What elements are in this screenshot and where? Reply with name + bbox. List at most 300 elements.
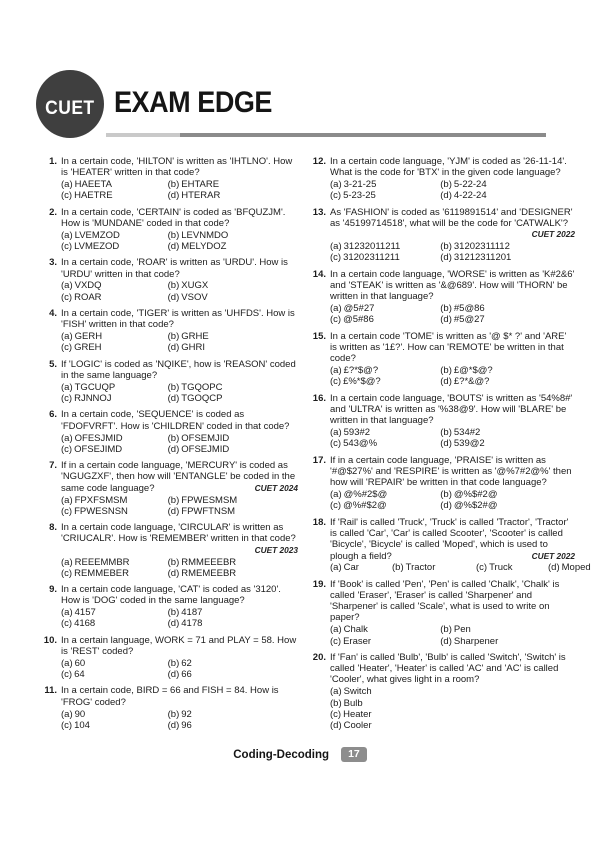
- question-body: [61, 207, 298, 253]
- question-text: In a certain code, 'SEQUENCE' is coded as 'FDOFVRFT'. How is 'CHILDREN' coded in that code?: [61, 409, 290, 432]
- option-b: [168, 607, 298, 618]
- option-c: [330, 438, 440, 449]
- question-body: [61, 257, 298, 303]
- option-d: [440, 252, 575, 263]
- option-a: [330, 686, 575, 697]
- option-value: FPWESNSN: [74, 505, 128, 517]
- question: [38, 257, 298, 303]
- question-text: In a certain code language, 'BOUTS' is written as '54%8#' and 'ULTRA' is written as '%38@9'. How will 'BLARE' be written in that language?: [330, 392, 573, 427]
- question-number: 15.: [312, 330, 326, 342]
- option-value: REMMEBER: [74, 567, 129, 579]
- chapter-title: Coding-Decoding: [233, 748, 330, 761]
- option-a: [61, 433, 168, 444]
- option-a: [61, 382, 168, 393]
- option-key: (a): [61, 179, 73, 191]
- option-key: (c): [330, 314, 342, 326]
- option-value: 539@2: [453, 438, 485, 450]
- option-value: TGCUQP: [74, 381, 116, 393]
- option-value: 4187: [181, 607, 203, 619]
- option-key: (d): [167, 567, 180, 579]
- question-body: [330, 156, 575, 202]
- option-c: [61, 444, 168, 455]
- option-key: (d): [440, 314, 452, 326]
- options-group: [61, 179, 298, 202]
- question-text: In a certain code 'TOME' is written as '@ $* ?' and 'ARE' is written as '1£?'. How can 'REMOTE' be written in that code?: [330, 330, 567, 365]
- option-value: Tractor: [405, 562, 436, 574]
- option-b: [168, 382, 298, 393]
- question-number: 13.: [312, 206, 326, 218]
- option-key: (c): [61, 567, 73, 579]
- question: [38, 156, 298, 202]
- option-value: Moped: [561, 562, 591, 574]
- option-a: [61, 331, 168, 342]
- option-value: HAETRE: [74, 190, 113, 202]
- question-text: In a certain code language, 'WORSE' is written as 'K#2&6' and 'STEAK' is written as '&@689'. How will 'THORN' be written in that language?: [330, 268, 575, 303]
- option-value: Chalk: [343, 624, 368, 636]
- question-text: As 'FASHION' is coded as '6119891514' and 'DESIGNER' as '45199714518', what will be the code for 'CATWALK'?: [330, 206, 573, 229]
- option-value: FPWESMSM: [181, 494, 238, 506]
- option-a: [330, 179, 440, 190]
- option-value: £?*&@?: [453, 376, 490, 388]
- option-value: Eraser: [343, 635, 372, 647]
- option-value: FPWFTNSM: [181, 505, 236, 517]
- options-group: [61, 280, 298, 303]
- option-a: [61, 709, 168, 720]
- option-key: (c): [330, 635, 342, 647]
- option-a: [61, 607, 168, 618]
- question-text-block: [61, 308, 298, 331]
- option-value: 31212311201: [453, 252, 512, 264]
- question-number: 19.: [312, 578, 326, 590]
- option-key: (b): [167, 607, 180, 619]
- option-key: (a): [330, 241, 342, 253]
- option-b: [168, 179, 298, 190]
- option-b: [168, 433, 298, 444]
- option-key: (a): [61, 494, 73, 506]
- question: [307, 269, 575, 326]
- option-value: 31202311112: [453, 241, 510, 253]
- option-value: LVEMZOD: [74, 229, 120, 241]
- cuet-year-tag: CUET 2023: [254, 544, 298, 555]
- option-c: [61, 506, 168, 517]
- question-number: 3.: [49, 257, 57, 269]
- option-a: [330, 489, 440, 500]
- option-key: (a): [330, 427, 342, 439]
- option-a: [330, 624, 440, 635]
- question-text: In a certain language, WORK = 71 and PLAY = 58. How is 'REST' coded?: [61, 634, 297, 658]
- option-key: (d): [167, 669, 180, 681]
- option-d: [168, 292, 298, 303]
- option-value: Truck: [489, 562, 513, 574]
- question-number: 11.: [44, 685, 57, 697]
- option-d: [168, 506, 298, 517]
- option-value: 593#2: [343, 427, 371, 439]
- option-value: £@*$@?: [453, 365, 493, 377]
- cuet-year-tag: CUET 2022: [531, 550, 575, 561]
- option-b: [168, 280, 298, 291]
- option-key: (b): [167, 432, 180, 444]
- option-key: (d): [548, 562, 560, 574]
- question-number: 4.: [49, 308, 57, 320]
- options-group: [61, 382, 298, 405]
- option-value: GERH: [74, 331, 103, 343]
- option-d: [440, 376, 575, 387]
- option-value: HAEETA: [74, 179, 112, 191]
- question-text: If in a certain code language, 'PRAISE' is written as '#@$27%' and 'RESPIRE' is written as '@%7#2@%' then how will 'REPAIR' be written in that code language?: [330, 454, 572, 489]
- option-b: [440, 624, 575, 635]
- question-text-block: [61, 584, 298, 607]
- question-text-block: [61, 207, 298, 230]
- question-number: 17.: [312, 454, 326, 466]
- options-group: [61, 331, 298, 354]
- option-value: @%$#2@: [453, 489, 498, 501]
- option-value: Switch: [343, 686, 372, 698]
- question: [38, 522, 298, 579]
- question-text: If 'LOGIC' is coded as 'NQIKE', how is 'REASON' coded in the same language?: [61, 358, 296, 382]
- option-key: (b): [167, 331, 180, 343]
- question-text-block: [61, 156, 298, 179]
- option-key: (a): [61, 280, 73, 292]
- option-key: (c): [330, 438, 342, 450]
- option-key: (d): [167, 241, 180, 253]
- question-number: 9.: [49, 584, 57, 596]
- option-key: (c): [330, 190, 342, 202]
- question: [307, 393, 575, 450]
- option-b: [440, 303, 575, 314]
- question-text: In a certain code, BIRD = 66 and FISH = 84. How is 'FROG' coded?: [61, 685, 279, 708]
- question-body: [330, 331, 575, 388]
- option-key: (a): [330, 179, 342, 191]
- question-body: [61, 460, 298, 517]
- option-c: [330, 376, 440, 387]
- option-key: (c): [330, 376, 342, 388]
- option-key: (b): [167, 708, 180, 720]
- option-d: [440, 314, 575, 325]
- option-value: LEVNMDO: [181, 229, 229, 241]
- question-text-block: [61, 685, 298, 708]
- question-number: 1.: [49, 156, 57, 167]
- question-body: [61, 685, 298, 731]
- option-value: VXDQ: [74, 280, 102, 292]
- option-value: Sharpener: [453, 635, 499, 647]
- option-a: [330, 427, 440, 438]
- option-key: (b): [440, 624, 452, 636]
- option-b: [440, 241, 575, 252]
- option-value: MELYDOZ: [181, 241, 227, 253]
- options-group: [61, 607, 298, 630]
- question-text-block: [61, 522, 298, 545]
- question-text: In a certain code, 'TIGER' is written as 'UHFDS'. How is 'FISH' written in that code?: [61, 308, 295, 331]
- option-value: VSOV: [181, 291, 208, 303]
- option-d: [168, 720, 298, 731]
- cuet-logo-text: CUET: [45, 98, 95, 119]
- questions-column-left: [38, 156, 298, 736]
- option-value: 90: [74, 708, 86, 720]
- option-value: Heater: [343, 708, 372, 720]
- header-divider-dark-segment: [180, 133, 546, 137]
- page-footer: [0, 747, 600, 762]
- option-key: (b): [167, 657, 180, 669]
- option-c: [61, 292, 168, 303]
- option-key: (c): [61, 669, 73, 681]
- option-key: (a): [330, 489, 342, 501]
- option-value: Pen: [453, 624, 471, 636]
- option-key: (a): [61, 607, 73, 619]
- option-key: (a): [61, 381, 73, 393]
- question-text-block: [330, 579, 575, 624]
- option-key: (d): [167, 719, 180, 731]
- option-key: (a): [330, 303, 342, 315]
- option-d: [330, 720, 575, 731]
- option-c: [61, 190, 168, 201]
- page-title: EXAM EDGE: [114, 86, 272, 119]
- option-value: XUGX: [181, 280, 209, 292]
- option-a: [61, 557, 168, 568]
- option-c: [61, 720, 168, 731]
- option-value: 31202311211: [343, 252, 400, 264]
- option-key: (b): [440, 365, 452, 377]
- question: [38, 359, 298, 405]
- option-value: Car: [343, 562, 359, 574]
- option-key: (c): [61, 190, 73, 202]
- option-key: (c): [330, 708, 342, 720]
- option-value: 534#2: [453, 427, 481, 439]
- question-text: In a certain code language, 'CAT' is coded as '3120'. How is 'DOG' coded in the same language?: [61, 584, 281, 607]
- option-key: (b): [440, 241, 452, 253]
- option-value: OFSEMJID: [181, 432, 230, 444]
- option-value: £%*$@?: [343, 376, 381, 388]
- option-key: (a): [61, 708, 73, 720]
- option-key: (a): [330, 624, 342, 636]
- question-text-block: [330, 393, 575, 427]
- option-key: (b): [440, 303, 452, 315]
- option-a: [61, 280, 168, 291]
- option-d: [548, 562, 591, 573]
- option-key: (d): [440, 190, 452, 202]
- questions-column-right: [307, 156, 591, 736]
- question-text-block: [330, 517, 575, 562]
- option-value: 92: [181, 708, 192, 720]
- question-text-block: [330, 652, 575, 686]
- option-value: 4-22-24: [453, 190, 487, 202]
- option-value: 64: [74, 669, 85, 681]
- option-key: (d): [440, 252, 452, 264]
- option-value: RJNNOJ: [74, 393, 112, 405]
- option-c: [61, 669, 168, 680]
- option-d: [440, 500, 575, 511]
- option-key: (b): [330, 697, 342, 709]
- question-body: [61, 635, 298, 681]
- option-value: HTERAR: [181, 190, 221, 202]
- question-body: [330, 516, 591, 574]
- question-text: If in a certain code language, 'MERCURY' is coded as 'NGUGZXF', then how will 'ENTANGLE' be coded in the same code language?: [61, 460, 296, 494]
- question-number: 8.: [49, 522, 57, 534]
- option-a: [330, 241, 440, 252]
- option-d: [440, 636, 575, 647]
- option-b: [440, 179, 575, 190]
- option-d: [168, 669, 298, 680]
- option-key: (a): [61, 432, 73, 444]
- question-body: [61, 584, 298, 630]
- option-value: FPXFSMSM: [74, 494, 128, 506]
- option-c: [330, 252, 440, 263]
- option-c: [330, 636, 440, 647]
- option-value: EHTARE: [181, 179, 220, 191]
- option-b: [440, 427, 575, 438]
- cuet-logo: [36, 70, 104, 138]
- option-value: 4168: [74, 618, 96, 630]
- option-c: [61, 241, 168, 252]
- option-value: REEEMMBR: [74, 556, 130, 568]
- options-group: [61, 495, 298, 518]
- question-number: 7.: [49, 460, 57, 472]
- question-body: [330, 455, 575, 512]
- question-text: In a certain code, 'ROAR' is written as 'URDU'. How is 'URDU' written in that code?: [61, 257, 288, 280]
- options-group: [330, 365, 575, 388]
- option-key: (b): [167, 229, 180, 241]
- question-number: 2.: [49, 206, 57, 218]
- question: [38, 207, 298, 253]
- option-key: (a): [330, 562, 342, 574]
- question-text: If 'Book' is called 'Pen', 'Pen' is called 'Chalk', 'Chalk' is called 'Eraser', 'Eraser' is called 'Sharpener' and 'Sharpener' is called 'Scale', what is used to write on paper?: [330, 578, 560, 624]
- option-c: [330, 500, 440, 511]
- option-value: 96: [181, 719, 192, 731]
- option-c: [61, 393, 168, 404]
- option-value: £?*$@?: [343, 365, 379, 377]
- option-key: (b): [440, 489, 452, 501]
- option-b: [168, 709, 298, 720]
- question-text-block: [330, 331, 575, 365]
- options-group: [61, 557, 298, 580]
- option-c: [330, 314, 440, 325]
- options-group: [330, 179, 575, 202]
- cuet-year-tag: CUET 2022: [531, 229, 575, 240]
- option-d: [168, 190, 298, 201]
- option-key: (a): [61, 556, 73, 568]
- question: [307, 652, 575, 732]
- option-c: [61, 342, 168, 353]
- option-b: [168, 557, 298, 568]
- question: [307, 207, 575, 264]
- option-key: (c): [61, 241, 73, 253]
- question: [307, 516, 591, 574]
- option-value: GHRI: [181, 342, 206, 354]
- option-value: GRHE: [181, 331, 209, 343]
- option-key: (d): [167, 618, 180, 630]
- option-d: [168, 342, 298, 353]
- option-d: [168, 444, 298, 455]
- option-a: [61, 230, 168, 241]
- option-value: 104: [74, 719, 90, 731]
- option-value: 4157: [74, 607, 96, 619]
- option-value: RMEMEEBR: [181, 567, 237, 579]
- option-b: [392, 562, 476, 573]
- option-key: (c): [61, 505, 73, 517]
- option-a: [61, 495, 168, 506]
- option-key: (d): [167, 190, 180, 202]
- question-text: If 'Fan' is called 'Bulb', 'Bulb' is called 'Switch', 'Switch' is called 'Heater', 'Heater' is called 'AC' and 'AC' is called 'Cooler', what gives light in a room?: [330, 651, 566, 686]
- option-key: (b): [167, 179, 180, 191]
- question-number: 12.: [312, 156, 326, 167]
- question-number: 6.: [49, 409, 57, 421]
- option-key: (c): [61, 443, 73, 455]
- option-value: TGQOPC: [181, 381, 223, 393]
- option-c: [330, 709, 575, 720]
- option-value: @%#$2@: [343, 500, 387, 512]
- question-text-block: [330, 269, 575, 303]
- option-key: (d): [167, 443, 180, 455]
- option-value: 4178: [181, 618, 203, 630]
- option-value: Cooler: [343, 720, 372, 732]
- option-key: (d): [440, 500, 452, 512]
- question: [38, 460, 298, 517]
- option-a: [61, 179, 168, 190]
- options-group: [330, 562, 591, 574]
- options-group: [330, 489, 575, 512]
- question-text-block: [61, 635, 298, 658]
- option-key: (d): [440, 376, 452, 388]
- option-value: @%#2$@: [343, 489, 388, 501]
- option-key: (a): [330, 686, 342, 698]
- option-key: (d): [440, 438, 452, 450]
- question-text: In a certain code language, 'CIRCULAR' is written as 'CRIUCALR'. How is 'REMEMBER' written in that code?: [61, 522, 296, 545]
- question: [307, 156, 575, 202]
- question: [38, 685, 298, 731]
- option-value: RMMEEEBR: [181, 556, 237, 568]
- question-number: 5.: [49, 358, 57, 370]
- option-key: (c): [61, 719, 73, 731]
- option-key: (b): [392, 562, 404, 574]
- option-key: (d): [167, 342, 180, 354]
- question-body: [330, 652, 575, 732]
- option-d: [168, 568, 298, 579]
- option-key: (b): [167, 280, 180, 292]
- option-value: LVMEZOD: [74, 241, 120, 253]
- option-key: (c): [330, 500, 342, 512]
- option-value: 60: [74, 657, 86, 669]
- question: [307, 331, 575, 388]
- question-number: 20.: [312, 651, 326, 663]
- option-key: (c): [61, 342, 73, 354]
- question: [38, 635, 298, 681]
- question-body: [61, 522, 298, 579]
- question-text: In a certain code language, 'YJM' is coded as '26-11-14'. What is the code for 'BTX' in the given code language?: [330, 156, 567, 179]
- option-key: (c): [476, 562, 488, 574]
- option-value: 5-22-24: [453, 179, 487, 191]
- option-value: 543@%: [343, 438, 378, 450]
- question: [38, 409, 298, 455]
- question-number: 16.: [312, 392, 326, 404]
- option-key: (c): [61, 291, 73, 303]
- option-a: [330, 562, 392, 573]
- page-number-badge: 17: [341, 747, 367, 762]
- options-group: [330, 241, 575, 264]
- question-text-block: [61, 257, 298, 280]
- question-body: [330, 269, 575, 326]
- question-text-block: [61, 460, 298, 494]
- option-c: [61, 618, 168, 629]
- question-number: 18.: [312, 516, 326, 528]
- options-group: [330, 686, 575, 731]
- question-text: In a certain code, 'HILTON' is written as 'IHTLNO'. How is 'HEATER' written in that code?: [61, 156, 293, 179]
- option-key: (d): [440, 635, 452, 647]
- cuet-year-tag: CUET 2024: [254, 482, 298, 493]
- question-text-block: [61, 359, 298, 382]
- options-group: [330, 624, 575, 647]
- option-value: @%$2#@: [453, 500, 498, 512]
- option-key: (a): [330, 365, 342, 377]
- option-value: 62: [181, 657, 192, 669]
